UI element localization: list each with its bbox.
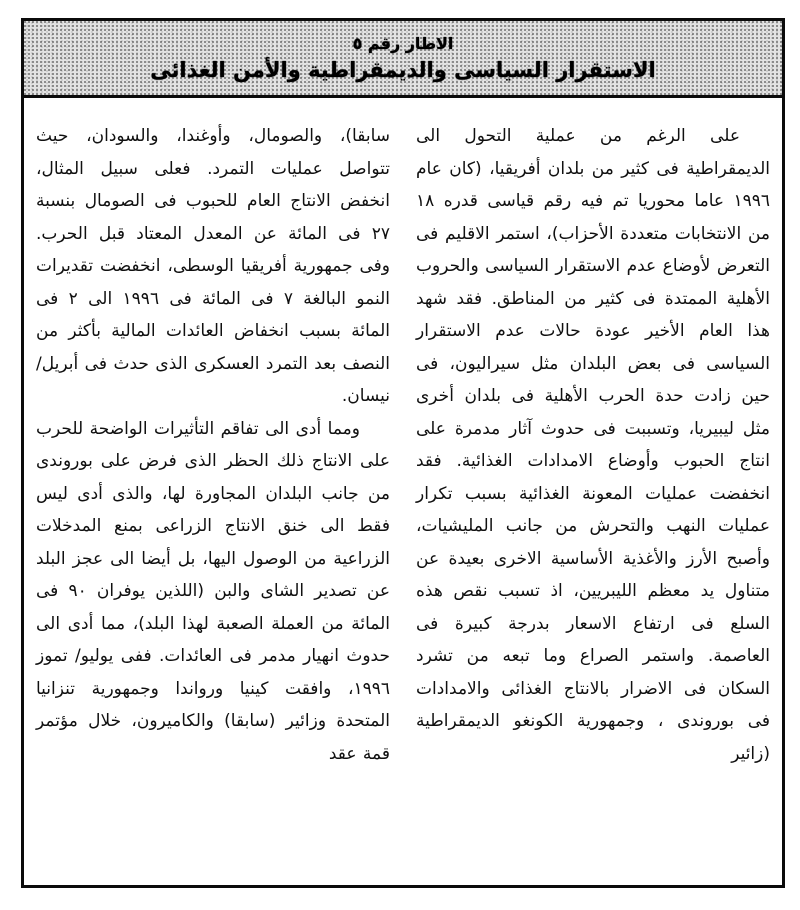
box-header-banner bbox=[24, 21, 782, 98]
column-first-rtl bbox=[416, 120, 770, 770]
paragraph-continuation: سابقا)، والصومال، وأوغندا، والسودان، حيث تتواصل عمليات التمرد. فعلى سبيل المثال، انخفض الانتاج العام للحبوب فى الصومال بنسبة ٢٧ فى المائة عن المعدل المعتاد قبل الحرب. وفى جمهورية أفريقيا الوسطى، انخفضت تقديرات النمو البالغة ٧ فى المائة فى ١٩٩٦ الى ٢ فى المائة بسبب انخفاض العائدات المالية بأكثر من النصف بعد التمرد العسكرى الذى حدث فى أبريل/ نيسان. bbox=[36, 126, 390, 406]
box-title: الاستقرار السياسى والديمقراطية والأمن الغذائى bbox=[150, 58, 656, 82]
paragraph-opening: على الرغم من عملية التحول الى الديمقراطية فى كثير من بلدان أفريقيا، (كان عام ١٩٩٦ عاما محوريا تم فيه رقم قياسى قدره ١٨ من الانتخابات متعددة الأحزاب)، استمر الاقليم فى التعرض لأوضاع عدم الاستقرار السياسى والحروب الأهلية الممتدة فى كثير من المناطق. فقد شهد هذا العام الأخير عودة حالات عدم الاستقرار السياسى فى بعض البلدان مثل سيراليون، فى حين زادت حدة الحرب الأهلية فى بلدان أخرى مثل ليبيريا، وتسببت فى حدوث آثار مدمرة على انتاج الحبوب وأوضاع الامدادات الغذائية. فقد انخفضت عمليات المعونة الغذائية بسبب تكرار عمليات النهب والتحرش من جانب المليشيات، وأصبح الأرز والأغذية الأساسية الاخرى بعيدة عن متناول يد معظم الليبريين، اذ تسبب نقص هذه السلع فى ارتفاع الاسعار بدرجة كبيرة فى العاصمة. واستمر الصراع وما تبعه من تشرد السكان فى الاضرار بالانتاج الغذائى والامدادات فى بوروندى ، وجمهورية الكونغو الديمقراطية (زائير bbox=[416, 126, 770, 764]
box-number-label: الاطار رقم ٥ bbox=[352, 34, 454, 53]
column-second-rtl bbox=[36, 120, 390, 770]
document-body bbox=[24, 98, 782, 770]
document-frame bbox=[21, 18, 785, 888]
paragraph-embargo: ومما أدى الى تفاقم التأثيرات الواضحة للحرب على الانتاج ذلك الحظر الذى فرض على بوروندى من جانب البلدان المجاورة لها، والذى أدى ليس فقط الى خنق الانتاج الزراعى بمنع المدخلات الزراعية من الوصول اليها، بل أيضا الى عجز البلد عن تصدير الشاى والبن (اللذين يوفران ٩٠ فى المائة من العملة الصعبة لهذا البلد)، مما أدى الى حدوث انهيار مدمر فى العائدات. ففى يوليو/ تموز ١٩٩٦، وافقت كينيا ورواندا وجمهورية تنزانيا المتحدة وزائير (سابقا) والكاميرون، خلال مؤتمر قمة عقد bbox=[36, 418, 391, 764]
